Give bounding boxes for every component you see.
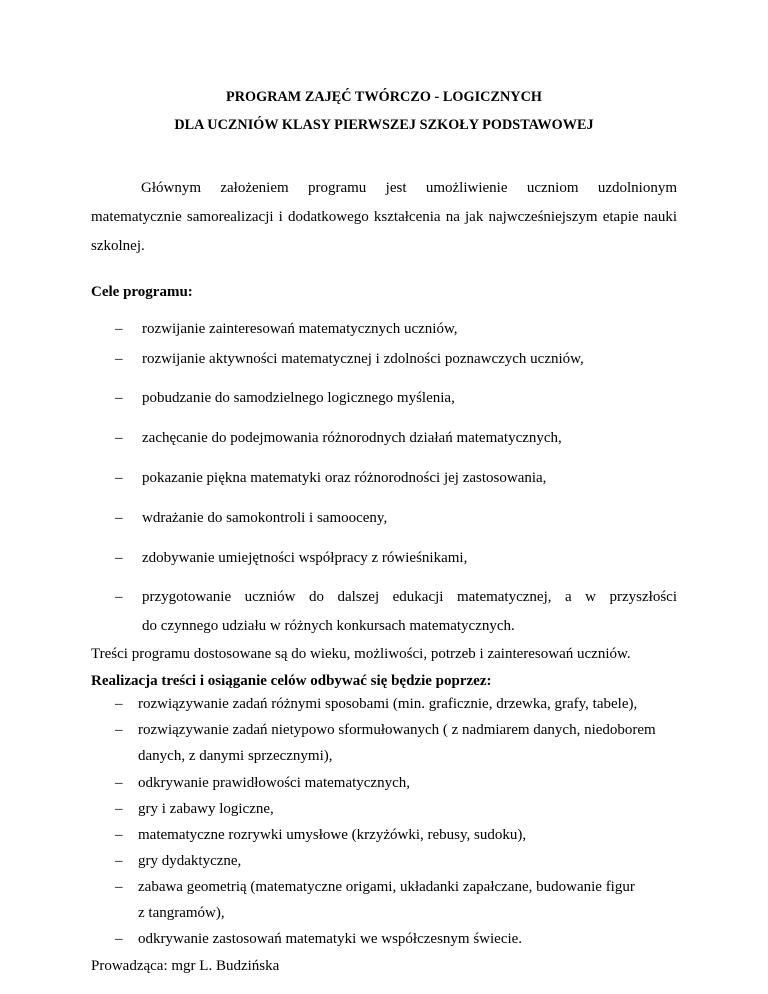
list-item-text: do czynnego udziału w różnych konkursach matematycznych. xyxy=(142,618,515,634)
dash-bullet: – xyxy=(115,351,123,367)
dash-bullet: – xyxy=(115,321,123,337)
dash-bullet: – xyxy=(115,510,123,526)
list-item-text: pokazanie piękna matematyki oraz różnorodności jej zastosowania, xyxy=(142,470,547,486)
dash-bullet: – xyxy=(115,430,123,446)
list-item-text: zdobywanie umiejętności współpracy z rówieśnikami, xyxy=(142,550,468,566)
dash-bullet: – xyxy=(115,801,123,817)
title-line-1: PROGRAM ZAJĘĆ TWÓRCZO - LOGICZNYCH xyxy=(226,89,542,105)
content-note: Treści programu dostosowane są do wieku, możliwości, potrzeb i zainteresowań uczniów. xyxy=(91,646,631,662)
list-item-text: z tangramów), xyxy=(138,905,225,921)
list-item-text: zabawa geometrią (matematyczne origami, układanki zapałczane, budowanie figur xyxy=(138,879,635,895)
list-item-text: rozwijanie zainteresowań matematycznych uczniów, xyxy=(142,321,458,337)
list-item-text: zachęcanie do podejmowania różnorodnych działań matematycznych, xyxy=(142,430,562,446)
dash-bullet: – xyxy=(115,827,123,843)
dash-bullet: – xyxy=(115,775,123,791)
dash-bullet: – xyxy=(115,853,123,869)
dash-bullet: – xyxy=(115,390,123,406)
dash-bullet: – xyxy=(115,589,123,605)
dash-bullet: – xyxy=(115,696,123,712)
list-item-text: rozwiązywanie zadań nietypowo sformułowanych ( z nadmiarem danych, niedoborem xyxy=(138,722,656,738)
list-item-text: gry dydaktyczne, xyxy=(138,853,242,869)
dash-bullet: – xyxy=(115,879,123,895)
footer-signature: Prowadząca: mgr L. Budzińska xyxy=(91,958,280,974)
list-item-text: matematyczne rozrywki umysłowe (krzyżówki, rebusy, sudoku), xyxy=(138,827,527,843)
dash-bullet: – xyxy=(115,931,123,947)
realization-heading: Realizacja treści i osiąganie celów odbywać się będzie poprzez: xyxy=(91,673,492,689)
title-line-2: DLA UCZNIÓW KLASY PIERWSZEJ SZKOŁY PODSTAWOWEJ xyxy=(174,117,594,133)
list-item-text: rozwijanie aktywności matematycznej i zdolności poznawczych uczniów, xyxy=(142,351,584,367)
list-item-text: odkrywanie zastosowań matematyki we współczesnym świecie. xyxy=(138,931,523,947)
dash-bullet: – xyxy=(115,550,123,566)
list-item-text: gry i zabawy logiczne, xyxy=(138,801,274,817)
dash-bullet: – xyxy=(115,722,123,738)
intro-paragraph: Głównym założeniem programu jest umożliwienie uczniom uzdolnionym matematycznie samorealizacji i dodatkowego kształcenia na jak najwcześniejszym etapie nauki szkolnej. xyxy=(91,180,677,254)
list-item-text: pobudzanie do samodzielnego logicznego myślenia, xyxy=(142,390,455,406)
goals-heading: Cele programu: xyxy=(91,284,193,300)
list-item-text: rozwiązywanie zadań różnymi sposobami (min. graficznie, drzewka, grafy, tabele), xyxy=(138,696,638,712)
list-item-text: danych, z danymi sprzecznymi), xyxy=(138,748,333,764)
list-item-text: odkrywanie prawidłowości matematycznych, xyxy=(138,775,410,791)
dash-bullet: – xyxy=(115,470,123,486)
list-item-text: wdrażanie do samokontroli i samooceny, xyxy=(142,510,388,526)
list-item-text: przygotowanie uczniów do dalszej edukacji matematycznej, a w przyszłości xyxy=(142,589,677,605)
